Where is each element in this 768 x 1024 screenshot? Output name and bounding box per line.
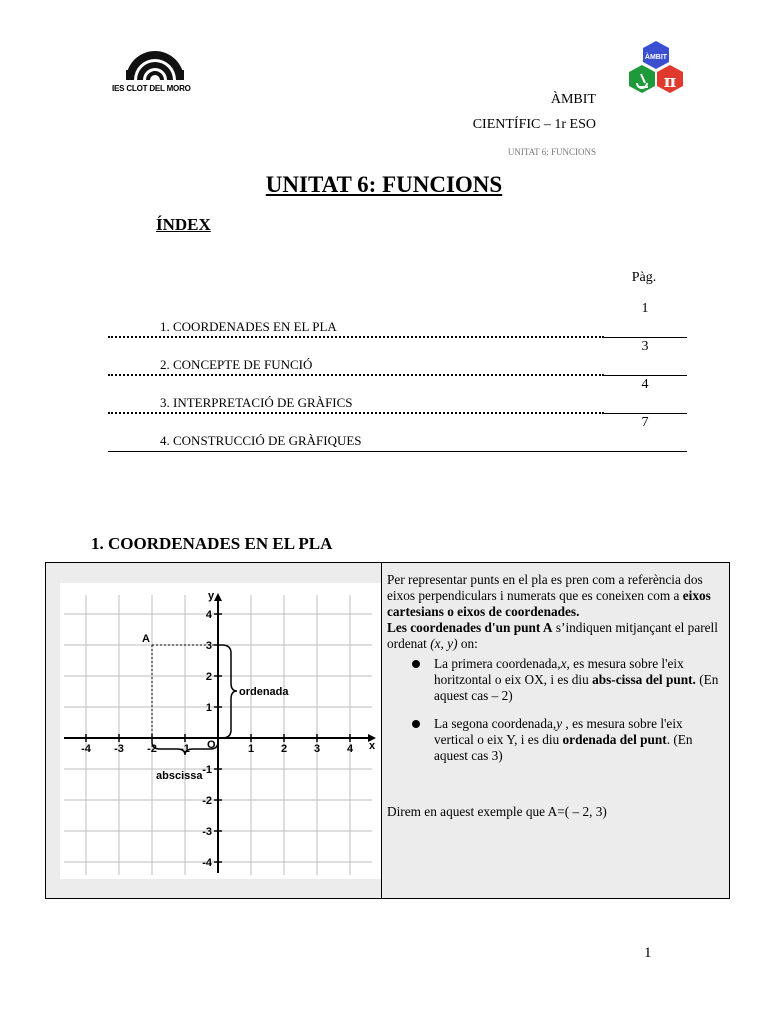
explanation-panel [382,563,729,898]
ordinate-label: ordenada [239,686,289,698]
x-tick-label: -1 [180,743,190,755]
bullet1-bold: abs-cissa del punt. [592,672,696,687]
bullet1-mid: , es mesura sobre l'eix horitzontal o eix OX, i es diu [434,656,684,687]
y-tick-label: -1 [202,764,212,776]
index-row-page: 3 [641,339,649,354]
y-tick-label: 3 [205,640,212,652]
page-number: 1 [644,945,652,961]
coords-text: s’indiquen mitjançant el parell ordenat [387,620,718,651]
x-tick-label: 2 [280,743,288,755]
graph-panel [46,563,382,898]
x-tick-label: -3 [114,743,124,755]
index-row-label: 2. CONCEPTE DE FUNCIÓ [160,357,313,372]
document-title: UNITAT 6: FUNCIONS [265,172,503,197]
index-row-page: 7 [641,415,649,430]
x-tick-label: -2 [147,743,157,755]
index-row[interactable] [108,300,687,338]
pi-icon: π [663,72,677,92]
school-name: IES CLOT DEL MORO [112,84,191,93]
y-tick-label: -4 [202,857,212,869]
y-axis-label: y [208,590,215,602]
header-area: ÀMBIT [550,92,596,107]
index-row-page: 4 [641,377,649,392]
x-tick-label: -4 [81,743,91,755]
coords-bold: Les coordenades d'un punt A [387,620,553,635]
intro-bold: eixos cartesians o eixos de coordenades. [387,588,711,619]
index-row[interactable] [108,414,687,452]
x-tick-label: 3 [313,743,321,755]
point-a-label: A [142,633,150,645]
index-row-label: 4. CONSTRUCCIÓ DE GRÀFIQUES [160,433,362,448]
y-tick-label: 4 [205,609,212,621]
y-tick-label: 1 [205,702,212,714]
x-axis-label: x [369,740,376,752]
ambit-logo-text: ÀMBIT [644,54,668,61]
explanation-text [387,572,723,820]
bullet2-bold: ordenada del punt [562,732,667,747]
bullet2-mid: , es mesura sobre l'eix vertical o eix Y, i es diu [434,716,683,747]
bullet1-var: x [560,656,567,671]
x-tick-label: 1 [247,743,255,755]
row-divider [604,451,687,452]
section-box [45,562,730,899]
index-row-label: 1. COORDENADES EN EL PLA [160,319,337,334]
coords-end: on: [457,636,478,651]
y-axis-arrow [214,593,222,601]
ambit-logo [624,40,688,98]
bullet2-var: y [556,716,563,731]
page-column-label: Pàg. [631,270,657,285]
header-course: CIENTÍFIC – 1r ESO [472,117,596,132]
y-tick-label: -3 [202,826,212,838]
index-heading: ÍNDEX [156,215,211,234]
bullet-ordinate [387,716,723,764]
coordinate-graph [60,583,381,879]
example-text: Direm en aquest exemple que A=( – 2, 3) [387,804,607,819]
bullet2-pre: La segona coordenada, [434,716,557,731]
ordered-pair: (x, y) [430,636,458,651]
index-row-page: 1 [641,301,649,316]
abscissa-label: abscissa [156,770,203,782]
origin-label: O [207,739,216,751]
index-row-label: 3. INTERPRETACIÓ DE GRÀFICS [160,395,353,410]
bullet-dot [412,720,420,728]
index-row[interactable] [108,338,687,376]
index-row[interactable] [108,376,687,414]
y-tick-label: -2 [202,795,212,807]
section-heading: 1. COORDENADES EN EL PLA [91,534,333,553]
intro-text: Per representar punts en el pla es pren com a referència dos eixos perpendiculars i numerats que es coneixen com a [387,572,703,603]
bullet-abscissa [387,656,723,704]
row-divider [108,451,604,452]
y-tick-label: 2 [205,671,212,683]
bullet-dot [412,660,420,668]
x-tick-label: 4 [346,743,354,755]
bullet2-end: . (En aquest cas 3) [434,732,693,763]
header-unit: UNITAT 6: FUNCIONS [507,147,596,157]
ordinate-brace [222,645,237,738]
bullet1-end: (En aquest cas – 2) [434,672,719,703]
bullet1-pre: La primera coordenada, [434,656,561,671]
